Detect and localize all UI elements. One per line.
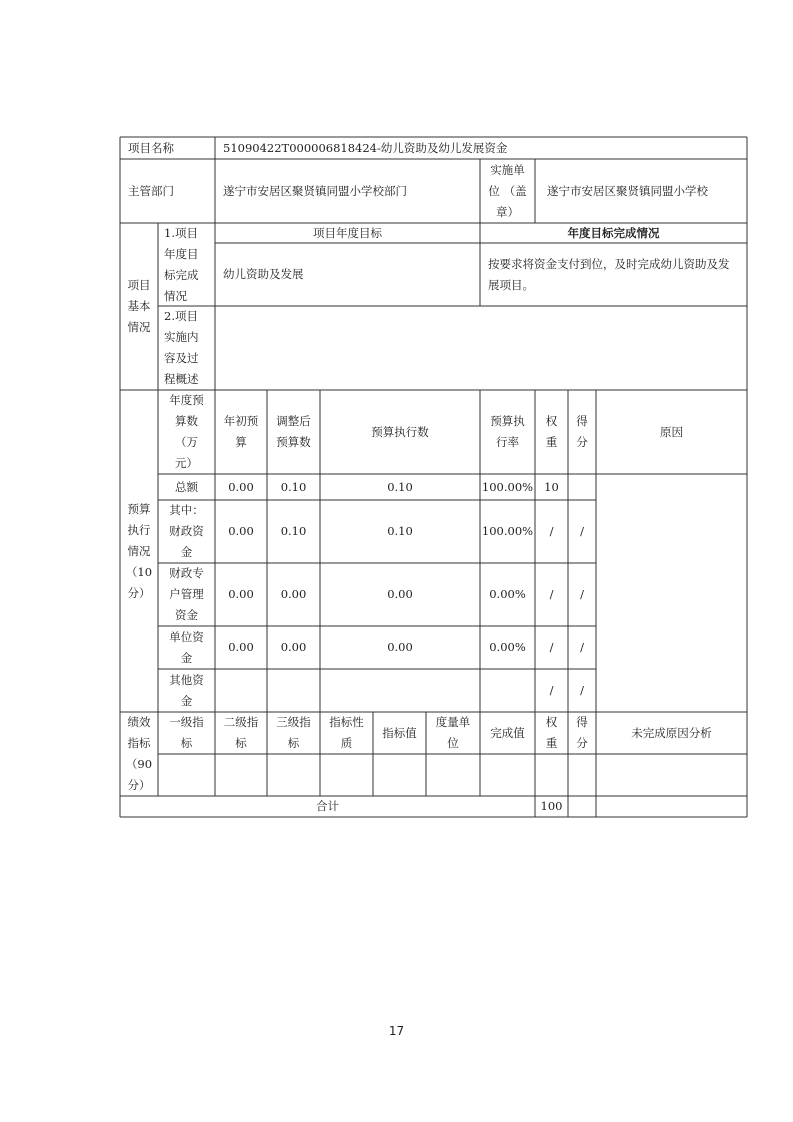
impl-unit-label: 实施单 位 （盖 章） — [488, 162, 527, 219]
budget-row-rate: 0.00% — [489, 587, 526, 601]
budget-row-initial: 0.00 — [228, 479, 254, 494]
perf-header-nature: 指标性 质 — [329, 715, 364, 750]
budget-row-initial: 0.00 — [228, 524, 254, 538]
budget-row-rate — [480, 669, 535, 712]
perf-header-level2: 二级指 标 — [223, 715, 259, 750]
performance-section-label: 绩效 指标 （90 分） — [125, 715, 153, 792]
goal-completion-value: 按要求将资金支付到位，及时完成幼儿资助及发 展项目。 — [488, 256, 730, 292]
basic-info-label: 项目 基本 情况 — [127, 278, 151, 334]
budget-row-weight: / — [549, 587, 554, 601]
project-name-value: 51090422T000006818424-幼儿资助及幼儿发展资金 — [223, 140, 508, 155]
budget-row-initial: 0.00 — [228, 587, 254, 601]
budget-row-rate: 0.00% — [489, 640, 526, 654]
budget-row-score: / — [580, 683, 584, 697]
budget-row-adjusted: 0.00 — [280, 587, 307, 601]
dept-label: 主管部门 — [128, 183, 174, 198]
perf-header-score: 得 分 — [576, 715, 588, 750]
budget-row-adjusted: 0.10 — [280, 479, 307, 494]
goal-sub-label: 1.项目 年度目 标完成 情况 — [164, 225, 199, 303]
goal-completion-header: 年度目标完成情况 — [567, 225, 660, 240]
perf-header-level3: 三级指 标 — [276, 715, 311, 750]
page-number: 17 — [388, 1024, 405, 1038]
budget-row-executed: 0.10 — [387, 524, 413, 538]
annual-goal-value: 幼儿资助及发展 — [223, 267, 304, 281]
budget-row-weight: / — [549, 524, 554, 538]
initial-budget-header: 年初预 算 — [223, 414, 259, 449]
score-header: 得 分 — [576, 414, 588, 449]
rate-header: 预算执 行率 — [490, 414, 525, 449]
executed-budget-header: 预算执行数 — [371, 424, 429, 439]
annual-goal-header: 项目年度目标 — [313, 225, 382, 240]
budget-row-executed: 0.00 — [387, 640, 413, 654]
budget-row-label: 其中： 财政资 金 — [169, 503, 204, 559]
budget-row-weight: 10 — [544, 479, 559, 494]
budget-row-executed: 0.10 — [387, 479, 413, 494]
budget-row-initial: 0.00 — [228, 640, 254, 654]
budget-row-adjusted: 0.00 — [280, 640, 307, 654]
budget-row-rate: 100.00% — [481, 479, 534, 494]
total-weight: 100 — [540, 799, 563, 813]
perf-header-reason: 未完成原因分析 — [631, 725, 712, 740]
adjusted-budget-header: 调整后 预算数 — [276, 414, 311, 449]
budget-row-adjusted — [267, 669, 320, 712]
perf-header-unit: 度量单 位 — [435, 715, 471, 750]
perf-header-level1: 一级指 标 — [169, 715, 204, 750]
perf-header-value: 指标值 — [382, 725, 417, 740]
budget-row-executed — [320, 669, 480, 712]
impl-unit-value: 遂宁市安居区聚贤镇同盟小学校 — [547, 183, 708, 198]
budget-row-score — [568, 474, 596, 500]
budget-row-adjusted: 0.10 — [280, 524, 307, 538]
budget-row-label: 单位资 金 — [169, 629, 204, 665]
reason-header: 原因 — [660, 424, 683, 439]
total-label: 合计 — [316, 799, 339, 813]
budget-section-label: 预算 执行 情况 （10 分） — [125, 501, 153, 600]
budget-row-label: 其他资 金 — [169, 672, 204, 708]
budget-row-rate: 100.00% — [481, 524, 534, 538]
budget-row-label: 财政专 户管理 资金 — [169, 566, 204, 622]
project-name-label: 项目名称 — [128, 140, 174, 155]
budget-row-score: / — [580, 524, 584, 538]
content-value — [215, 306, 747, 390]
perf-header-completed: 完成值 — [490, 725, 525, 740]
budget-row-weight: / — [549, 683, 554, 697]
performance-table — [120, 137, 747, 817]
dept-value: 遂宁市安居区聚贤镇同盟小学校部门 — [223, 183, 407, 198]
weight-header: 权 重 — [545, 414, 558, 449]
budget-row-executed: 0.00 — [387, 587, 413, 601]
budget-row-initial — [215, 669, 267, 712]
content-sub-label: 2.项目 实施内 容及过 程概述 — [164, 309, 199, 386]
year-budget-header: 年度预 算数 （万 元） — [169, 393, 204, 470]
budget-row-score: / — [580, 587, 584, 601]
budget-row-label: 总额 — [175, 479, 198, 494]
perf-header-weight: 权 重 — [545, 715, 558, 750]
budget-row-score: / — [580, 640, 584, 654]
budget-row-weight: / — [549, 640, 554, 654]
